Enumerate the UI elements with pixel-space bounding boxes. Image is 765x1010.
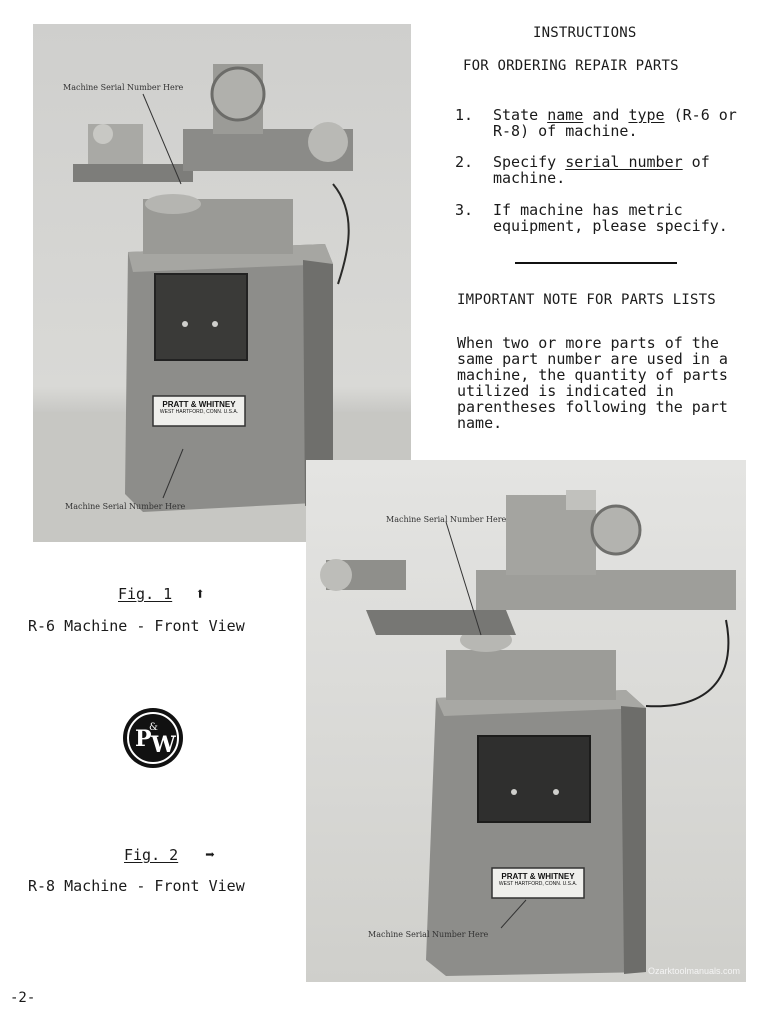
up-arrow-icon: ⬆ [195, 584, 205, 603]
fig2-serial-callout-top: Machine Serial Number Here [386, 515, 507, 524]
fig2-nameplate: PRATT & WHITNEY WEST HARTFORD, CONN. U.S.A. [498, 872, 578, 887]
svg-text:&: & [149, 722, 158, 733]
site-watermark: Ozarktoolmanuals.com [648, 966, 741, 976]
instructions-subtitle: FOR ORDERING REPAIR PARTS [463, 58, 679, 74]
fig1-label: Fig. 1 ⬆ [118, 584, 205, 603]
right-arrow-icon: ➡ [205, 845, 215, 864]
fig1-nameplate: PRATT & WHITNEY WEST HARTFORD, CONN. U.S.A. [159, 400, 239, 415]
fig1-serial-callout-bottom: Machine Serial Number Here [65, 502, 186, 511]
fig2-photo [306, 460, 746, 982]
svg-text:W: W [151, 732, 176, 758]
parts-note-heading: IMPORTANT NOTE FOR PARTS LISTS [457, 292, 716, 308]
fig2-serial-callout-bottom: Machine Serial Number Here [368, 930, 489, 939]
instructions-title: INSTRUCTIONS [533, 25, 637, 41]
r8-machine-illustration [306, 460, 746, 982]
section-divider [515, 262, 677, 264]
page-number: -2- [10, 990, 36, 1006]
svg-text:P: P [135, 726, 152, 752]
fig2-label: Fig. 2 ➡ [124, 845, 215, 864]
fig2-caption: R-8 Machine - Front View [28, 877, 245, 895]
pw-logo [121, 706, 185, 770]
instruction-item-2: 2. Specify serial number of machine. [455, 153, 710, 187]
instruction-item-1: 1. State name and type (R-6 or R-8) of machine. [455, 106, 737, 140]
instruction-item-3: 3. If machine has metric equipment, please specify. [455, 201, 728, 235]
fig1-serial-callout-top: Machine Serial Number Here [63, 83, 184, 92]
parts-note-body: When two or more parts of the same part number are used in a machine, the quantity of parts utilized is indicated in parentheses following the part name. [457, 334, 728, 432]
fig1-caption: R-6 Machine - Front View [28, 617, 245, 635]
